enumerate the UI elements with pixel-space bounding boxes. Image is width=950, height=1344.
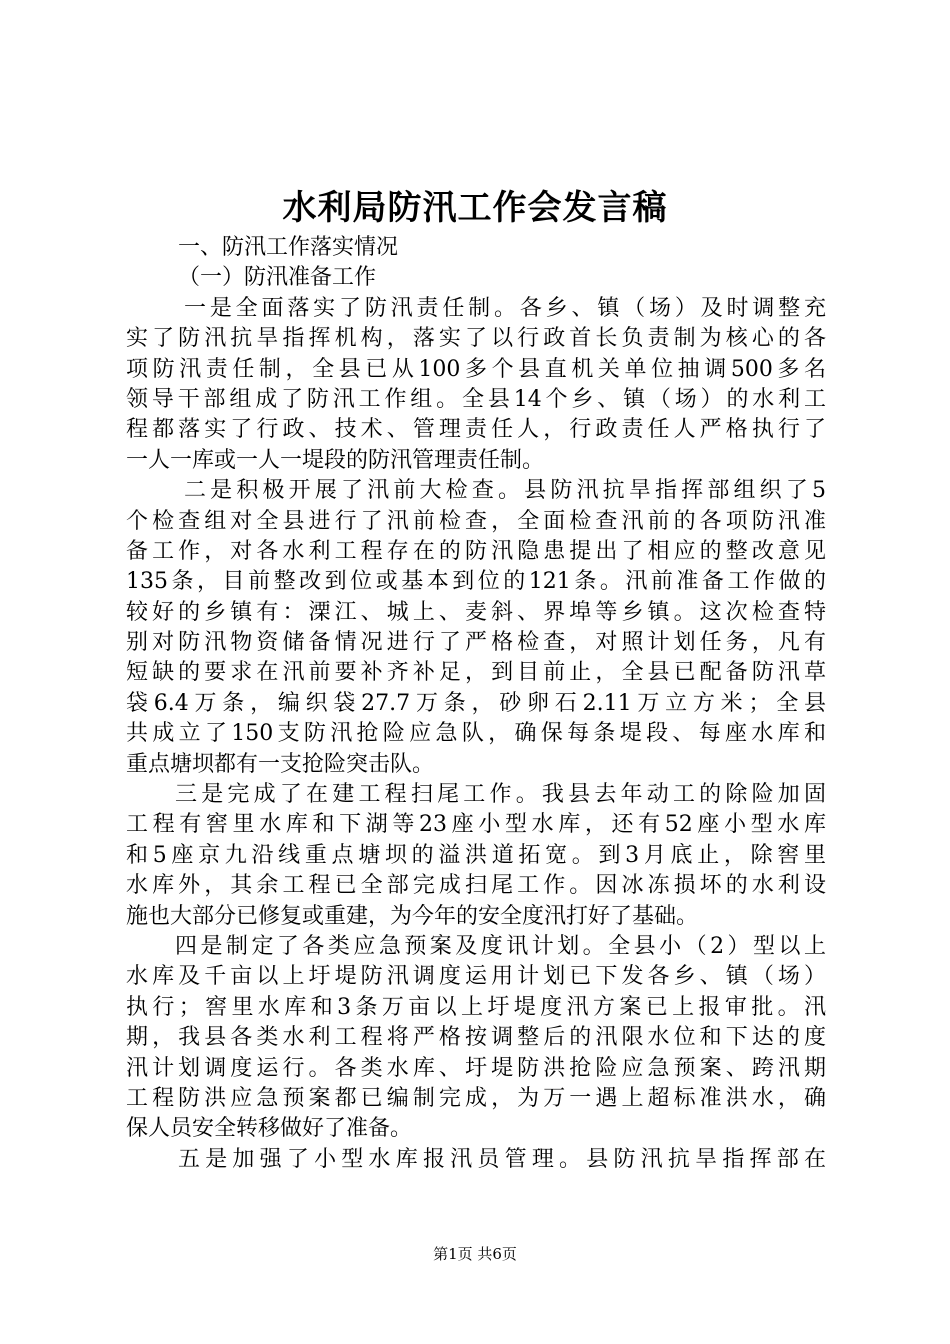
text-line: 汛计划调度运行。各类水库、圩堤防洪抢险应急预案、跨汛期 xyxy=(126,1055,826,1081)
text-line: 保人员安全转移做好了准备。 xyxy=(126,1116,413,1142)
text-line: 工程防洪应急预案都已编制完成，为万一遇上超标准洪水，确 xyxy=(126,1085,826,1111)
text-line: 备工作，对各水利工程存在的防汛隐患提出了相应的整改意见 xyxy=(126,538,826,564)
text-line: 共成立了150支防汛抢险应急队，确保每条堤段、每座水库和 xyxy=(126,721,826,747)
text-line: 重点塘坝都有一支抢险突击队。 xyxy=(126,751,435,777)
text-line: 程都落实了行政、技术、管理责任人，行政责任人严格执行了 xyxy=(126,417,826,443)
text-line: 水库及千亩以上圩堤防汛调度运用计划已下发各乡、镇（场） xyxy=(126,964,826,990)
page-number-footer: 第1页 共6页 xyxy=(433,1245,517,1263)
text-line: 和5座京九沿线重点塘坝的溢洪道拓宽。到3月底止，除窖里 xyxy=(126,842,826,868)
text-line: 个检查组对全县进行了汛前检查，全面检查汛前的各项防汛准 xyxy=(126,508,826,534)
document-body xyxy=(126,233,826,1175)
text-line: 领导干部组成了防汛工作组。全县14个乡、镇（场）的水利工 xyxy=(126,386,826,412)
text-line: 袋6.4万条，编织袋27.7万条，砂卵石2.11万立方米；全县 xyxy=(126,690,826,716)
text-line: 期，我县各类水利工程将严格按调整后的汛限水位和下达的度 xyxy=(126,1025,826,1051)
text-line: 五是加强了小型水库报汛员管理。县防汛抗旱指挥部在 xyxy=(178,1146,826,1172)
text-line: 四是制定了各类应急预案及度讯计划。全县小（2）型以上 xyxy=(175,933,826,959)
text-line: 二是积极开展了汛前大检查。县防汛抗旱指挥部组织了5 xyxy=(184,478,826,504)
text-line: 工程有窖里水库和下湖等23座小型水库，还有52座小型水库 xyxy=(126,812,826,838)
text-line: 短缺的要求在汛前要补齐补足，到目前止，全县已配备防汛草 xyxy=(126,660,826,686)
text-line: 一人一库或一人一堤段的防汛管理责任制。 xyxy=(126,447,545,473)
text-line: 实了防汛抗旱指挥机构，落实了以行政首长负责制为核心的各 xyxy=(126,326,826,352)
section-heading: 一、防汛工作落实情况 xyxy=(178,235,399,260)
subsection-heading: （一）防汛准备工作 xyxy=(178,265,377,291)
text-line: 别对防汛物资储备情况进行了严格检查，对照计划任务，凡有 xyxy=(126,630,826,656)
text-line: 一是全面落实了防汛责任制。各乡、镇（场）及时调整充 xyxy=(184,295,826,321)
text-line: 执行；窖里水库和3条万亩以上圩堤度汛方案已上报审批。汛 xyxy=(126,994,826,1020)
text-line: 项防汛责任制，全县已从100多个县直机关单位抽调500多名 xyxy=(126,356,826,382)
text-line: 较好的乡镇有：溧江、城上、麦斜、界埠等乡镇。这次检查特 xyxy=(126,599,826,625)
text-line: 135条，目前整改到位或基本到位的121条。汛前准备工作做的 xyxy=(126,569,826,595)
document-title: 水利局防汛工作会发言稿 xyxy=(282,188,668,228)
text-line: 施也大部分已修复或重建，为今年的安全度汛打好了基础。 xyxy=(126,903,699,929)
text-line: 水库外，其余工程已全部完成扫尾工作。因冰冻损坏的水利设 xyxy=(126,873,826,899)
text-line: 三是完成了在建工程扫尾工作。我县去年动工的除险加固 xyxy=(175,782,826,808)
